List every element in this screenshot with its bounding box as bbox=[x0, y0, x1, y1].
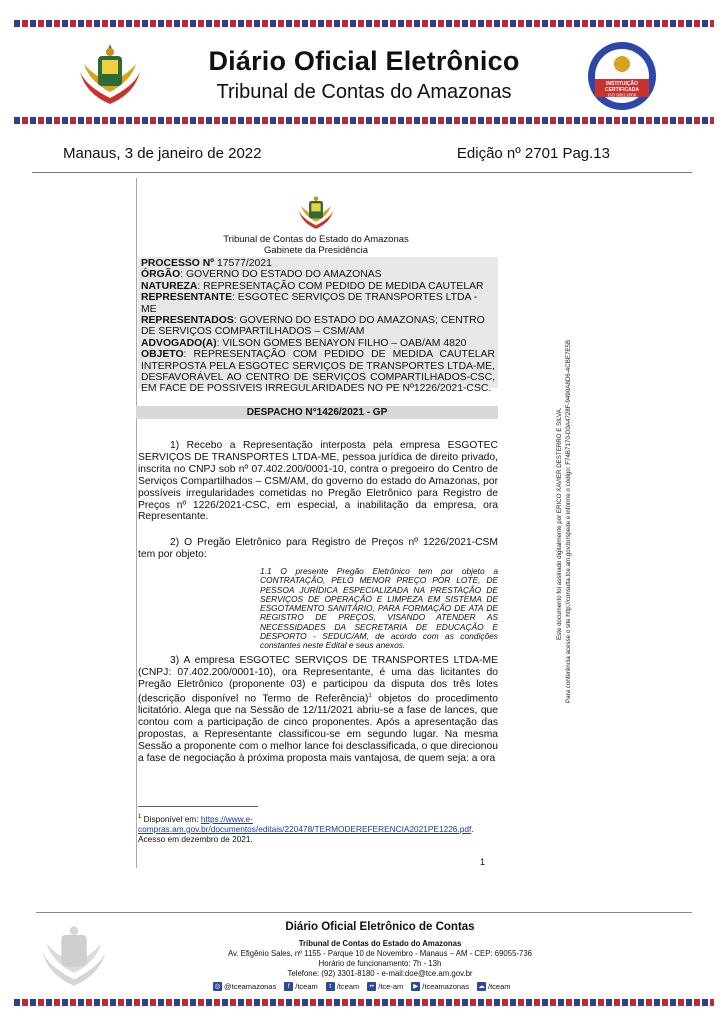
soundcloud-icon: ☁ bbox=[478, 983, 485, 990]
footer-band bbox=[14, 999, 714, 1006]
signature-line-2: Para conferência acesse o site http://consulta.tce.am.gov.br/spede e informe o código: F74B7170-D0A4728F-9490A8D6-4CBE7E5B bbox=[565, 339, 572, 703]
paragraph-3-part-a: 3) A empresa ESGOTEC SERVIÇOS DE TRANSPORTES LTDA-ME (CNPJ: 07.402.200/0001-10), ora Representante, é uma das licitantes do Pregão Eletrônico (proponente 03) e participou da disputa dos três lotes (descrição disponível no Termo de Referência) bbox=[138, 655, 498, 705]
field-value: : VILSON GOMES BENAYON FILHO – OAB/AM 4820 bbox=[216, 337, 467, 349]
field-representados bbox=[141, 315, 495, 338]
field-key: ÓRGÃO bbox=[141, 269, 181, 281]
document-unit: Gabinete da Presidência bbox=[263, 245, 369, 256]
header-title: Diário Oficial Eletrônico bbox=[208, 46, 520, 76]
social-twitter[interactable] bbox=[326, 982, 360, 991]
youtube-icon: ▶ bbox=[413, 983, 419, 990]
field-representante bbox=[141, 292, 495, 315]
footnote-ref: 1 bbox=[368, 692, 372, 699]
page-number: 1 bbox=[480, 857, 486, 867]
footnote-rule bbox=[138, 806, 258, 807]
divider bbox=[32, 172, 692, 173]
footnote-prefix: Disponível em: bbox=[141, 813, 201, 824]
field-value: : REPRESENTAÇÃO COM PEDIDO DE MEDIDA CAUTELAR bbox=[197, 280, 484, 292]
process-info-box bbox=[138, 257, 498, 395]
field-value: : ESGOTEC SERVIÇOS DE TRANSPORTES LTDA - ME bbox=[141, 292, 478, 315]
column-border bbox=[136, 178, 137, 868]
footer-contact: Telefone: (92) 3301-8180 - e-mail:doe@tce.am.gov.br bbox=[287, 969, 473, 978]
social-facebook[interactable] bbox=[284, 982, 318, 991]
header-subtitle: Tribunal de Contas do Amazonas bbox=[216, 81, 512, 103]
field-orgao bbox=[141, 269, 495, 280]
social-label: /tceam bbox=[295, 982, 318, 991]
field-key: PROCESSO Nº bbox=[141, 258, 215, 269]
social-soundcloud[interactable] bbox=[477, 982, 511, 991]
social-links bbox=[213, 982, 511, 991]
instagram-icon: ◎ bbox=[214, 983, 221, 990]
field-objeto bbox=[141, 349, 495, 395]
paragraph-3 bbox=[138, 655, 498, 765]
social-flickr[interactable] bbox=[367, 982, 403, 991]
field-key: REPRESENTANTE bbox=[141, 292, 233, 304]
footnote bbox=[138, 812, 498, 844]
despacho-heading: DESPACHO N°1426/2021 - GP bbox=[136, 406, 498, 419]
field-value: : GOVERNO DO ESTADO DO AMAZONAS; CENTRO DE SERVIÇOS COMPARTILHADOS – CSM/AM bbox=[141, 315, 485, 338]
footnote-number: 1 bbox=[138, 814, 142, 820]
social-label: /tce-am bbox=[378, 982, 404, 991]
field-value: : REPRESENTAÇÃO COM PEDIDO DE MEDIDA CAUTELAR INTERPOSTA PELA ESGOTEC SERVIÇOS DE TRANSPORTES LTDA-ME, DESFAVORÁVEL AO CENTRO DE SERVIÇOS COMPARTILHADOS-CSC, EM FACE DE POSSIVEIS IRREGULARIDADES NO PE Nº1226/2021-CSC. bbox=[141, 349, 495, 395]
quote-block: 1.1 O presente Pregão Eletrônico tem por objeto a CONTRATAÇÃO, PELO MENOR PREÇO POR LOTE, DE PESSOA JURÍDICA ESPECIALIZADA NA PRESTAÇÃO DE SERVIÇOS DE OPERAÇÃO E LIMPEZA EM SISTEMA DE ESGOTAMENTO SANITÁRIO, PARA FORMAÇÃO DE ATA DE REGISTRO DE PREÇOS, VISANDO ATENDER AS NECESSIDADES DA SECRETARIA DE EDUCAÇÃO E DESPORTO - SEDUC/AM, de acordo com as condições constantes neste Edital e seus anexos. bbox=[260, 566, 498, 651]
twitter-icon: t bbox=[326, 982, 335, 991]
flickr-icon: •• bbox=[367, 982, 376, 991]
paragraph-2: 2) O Pregão Eletrônico para Registro de Preços nº 1226/2021-CSM tem por objeto: bbox=[138, 537, 498, 560]
footnote-link[interactable]: https://www.e-compras.am.gov.br/documentos/editais/220478/TERMODEREFERENCIA2021PE1226.pdf bbox=[138, 813, 472, 834]
field-natureza bbox=[141, 281, 495, 292]
footer-title: Diário Oficial Eletrônico de Contas bbox=[285, 921, 475, 933]
signature-line-1: Este documento foi assinado digitalmente por ERICO XAVIER DESTERRO E SILVA. bbox=[556, 407, 563, 640]
paragraph-1: 1) Recebo a Representação interposta pela empresa ESGOTEC SERVIÇOS DE TRANSPORTES LTDA-ME, pessoa jurídica de direito privado, inscrita no CNPJ sob nº 07.402.200/0001-10, contra o pregoeiro do Centro de Serviços Compartilhados – CSM/AM, do governo do estado do Amazonas, por possíveis irregularidades cometidas no Pregão Eletrônico para Registro de Preços nº 1226/2021-CSC, em especial, a inabilitação da empresa, ora Representante. bbox=[138, 440, 498, 523]
seal-line-1: INSTITUIÇÃO bbox=[606, 81, 638, 87]
social-label: /tceam bbox=[487, 982, 511, 991]
social-label: @tceamazonas bbox=[224, 982, 277, 991]
field-key: REPRESENTADOS bbox=[141, 315, 234, 327]
footer-hours: Horário de funcionamento: 7h - 13h bbox=[318, 959, 442, 968]
field-value: : GOVERNO DO ESTADO DO AMAZONAS bbox=[180, 269, 382, 281]
header-top-band bbox=[14, 20, 714, 27]
footer-org: Tribunal de Contas do Estado do Amazonas bbox=[298, 939, 462, 948]
document-crest-logo bbox=[296, 194, 336, 230]
field-advogado bbox=[141, 338, 495, 349]
certification-seal bbox=[587, 41, 657, 111]
field-processo bbox=[141, 258, 495, 269]
paragraph-3-part-b: objetos do procedimento licitatório. Alega que na Sessão de 12/11/2021 abriu-se a fase de lances, que contou com a participação de cinco proponentes. Após a apresentação das propostas, a Representante classificou-se em segundo lugar. Na mesma Sessão a proponente com o melhor lance foi desclassificada, o que direcionou a fase de negociação à próxima proposta mais vantajosa, de quem seja: a ora bbox=[138, 693, 498, 764]
footer-crest-watermark bbox=[38, 921, 110, 989]
dateline: Manaus, 3 de janeiro de 2022 bbox=[63, 145, 262, 162]
footer-divider bbox=[36, 912, 692, 913]
seal-line-2: CERTIFICADA bbox=[605, 87, 639, 93]
edition-page: Edição nº 2701 Pag.13 bbox=[456, 145, 610, 162]
footer-address: Av. Efigênio Sales, nº 1155 - Parque 10 de Novembro - Manaus – AM - CEP: 69055-736 bbox=[227, 949, 533, 958]
social-label: /tceamazonas bbox=[422, 982, 469, 991]
facebook-icon: f bbox=[284, 982, 293, 991]
footnote-suffix: . Acesso em dezembro de 2021. bbox=[138, 823, 474, 844]
field-key: ADVOGADO(A) bbox=[141, 337, 217, 349]
field-key: NATUREZA bbox=[141, 280, 198, 292]
social-youtube[interactable] bbox=[411, 982, 469, 991]
header-bottom-band bbox=[14, 117, 714, 124]
social-instagram[interactable] bbox=[213, 982, 276, 991]
field-value: 17577/2021 bbox=[214, 258, 272, 269]
seal-line-3: ISO 9001:2008 bbox=[607, 92, 637, 98]
field-key: OBJETO bbox=[141, 349, 184, 361]
social-label: /tceam bbox=[336, 982, 360, 991]
document-org: Tribunal de Contas do Estado do Amazonas bbox=[223, 234, 409, 245]
